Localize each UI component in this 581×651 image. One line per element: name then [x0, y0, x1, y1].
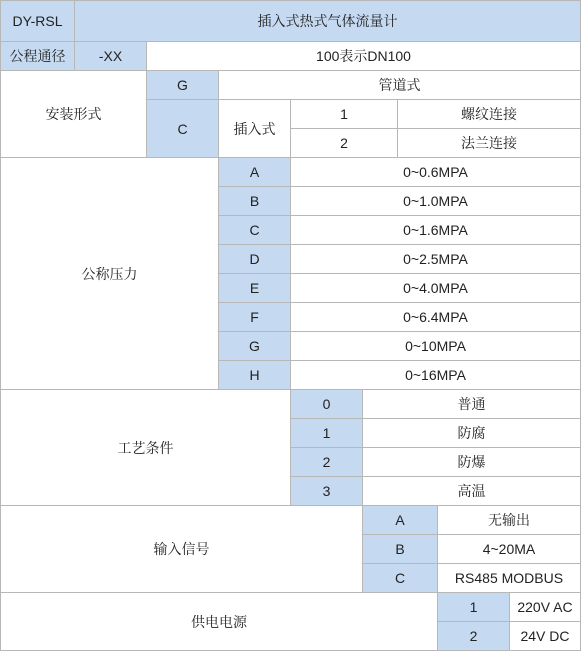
- pressure-option-code: A: [219, 158, 291, 187]
- signal-option-desc: RS485 MODBUS: [438, 564, 580, 593]
- diameter-label: 公程通径: [1, 42, 75, 71]
- pressure-option-desc: 0~1.0MPA: [291, 187, 580, 216]
- pressure-option-desc: 0~10MPA: [291, 332, 580, 361]
- pressure-option-desc: 0~2.5MPA: [291, 245, 580, 274]
- pressure-option-desc: 0~16MPA: [291, 361, 580, 390]
- install-insert-code: C: [147, 100, 219, 158]
- pressure-option-code: B: [219, 187, 291, 216]
- pressure-option-code: F: [219, 303, 291, 332]
- signal-label: 输入信号: [1, 506, 363, 593]
- process-option-code: 1: [291, 419, 363, 448]
- process-option-desc: 高温: [363, 477, 580, 506]
- install-pipe-desc: 管道式: [219, 71, 580, 100]
- pressure-option-desc: 0~1.6MPA: [291, 216, 580, 245]
- pressure-option-desc: 0~4.0MPA: [291, 274, 580, 303]
- install-label: 安装形式: [1, 71, 147, 158]
- power-option-desc: 220V AC: [510, 593, 580, 622]
- signal-option-code: A: [363, 506, 438, 535]
- pressure-option-desc: 0~6.4MPA: [291, 303, 580, 332]
- pressure-option-code: C: [219, 216, 291, 245]
- pressure-option-code: H: [219, 361, 291, 390]
- install-option-code: 1: [291, 100, 398, 129]
- process-option-code: 3: [291, 477, 363, 506]
- power-option-code: 2: [438, 622, 510, 650]
- pressure-option-code: G: [219, 332, 291, 361]
- install-option-desc: 螺纹连接: [398, 100, 580, 129]
- process-option-desc: 普通: [363, 390, 580, 419]
- power-option-code: 1: [438, 593, 510, 622]
- process-option-desc: 防爆: [363, 448, 580, 477]
- power-option-desc: 24V DC: [520, 628, 570, 644]
- process-option-code: 0: [291, 390, 363, 419]
- process-option-code: 2: [291, 448, 363, 477]
- pressure-option-desc: 0~0.6MPA: [291, 158, 580, 187]
- signal-option-desc: 4~20MA: [438, 535, 580, 564]
- signal-option-desc: 无输出: [438, 506, 580, 535]
- process-label: 工艺条件: [1, 390, 291, 506]
- pressure-option-code: E: [219, 274, 291, 303]
- model-code-cell: DY-RSL: [1, 1, 75, 42]
- signal-option-code: C: [363, 564, 438, 593]
- install-insert-label: 插入式: [219, 100, 291, 158]
- pressure-option-code: D: [219, 245, 291, 274]
- install-option-desc: 法兰连接: [398, 129, 580, 158]
- product-name-cell: 插入式热式气体流量计: [75, 1, 580, 42]
- diameter-description: 100表示DN100: [147, 42, 580, 71]
- power-label: 供电电源: [1, 593, 438, 650]
- diameter-code: -XX: [75, 42, 147, 71]
- signal-option-code: B: [363, 535, 438, 564]
- pressure-label: 公称压力: [1, 158, 219, 390]
- install-option-code: 2: [291, 129, 398, 158]
- process-option-desc: 防腐: [363, 419, 580, 448]
- install-pipe-code: G: [147, 71, 219, 100]
